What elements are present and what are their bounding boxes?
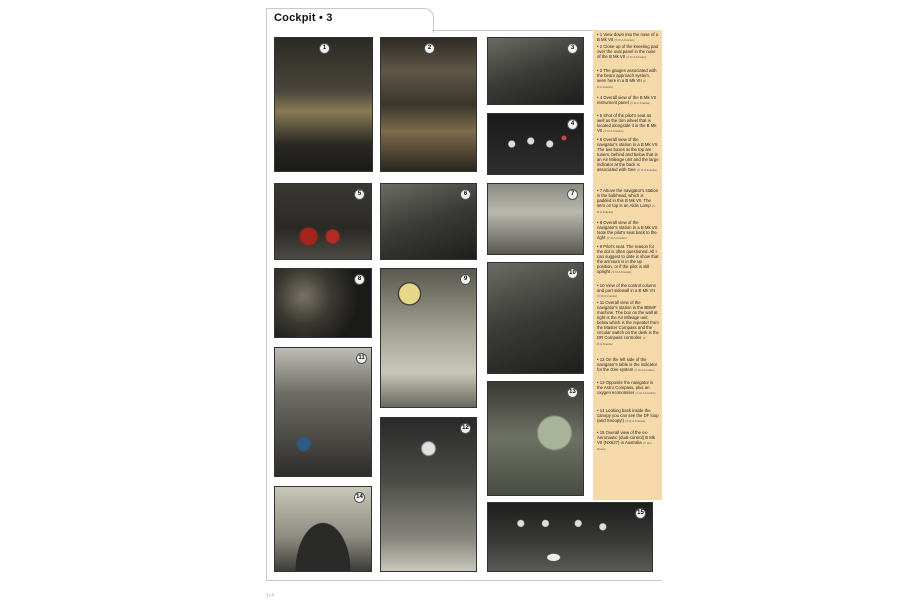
photo-7 xyxy=(487,183,584,255)
photo-15 xyxy=(487,502,653,572)
caption-credit: (© R.A.Franks) xyxy=(597,294,618,298)
caption-credit: (© R.A.Franks) xyxy=(597,336,646,346)
caption-7 xyxy=(597,188,659,215)
caption-4 xyxy=(597,95,659,106)
photo-14 xyxy=(274,486,372,572)
caption-credit: (© R.A.Franks) xyxy=(597,204,656,214)
caption-1 xyxy=(597,32,659,43)
photo-6 xyxy=(380,183,477,260)
photo-number-badge: 1 xyxy=(320,44,329,53)
caption-9 xyxy=(597,244,659,275)
caption-6 xyxy=(597,137,659,173)
photo-number-badge: 14 xyxy=(356,494,363,500)
caption-text: • 8 Overall view of the navigator's station in a B Mk VII. Note the pilot's seat back to the right xyxy=(597,220,659,240)
caption-credit: (© R.A.Franks) xyxy=(611,270,632,274)
photo-13 xyxy=(487,381,584,496)
caption-12 xyxy=(597,357,659,373)
caption-text: • 5 Shot of the pilot's seat as well as the trim wheel that is located alongside it in the B Mk VII xyxy=(597,113,657,133)
photo-12 xyxy=(380,417,477,572)
caption-text: • 14 Looking back inside the canopy you can see the DF loop (and Snoopy!) xyxy=(597,408,659,423)
caption-text: • 7 Above the navigator's station is the bulkhead, which is padded in this B Mk VII. The item on top is an Aldis Lamp xyxy=(597,188,659,208)
photo-number-badge: 10 xyxy=(569,270,576,276)
photo-number-badge: 6 xyxy=(461,190,470,199)
photo-11 xyxy=(274,347,372,477)
photo-5 xyxy=(274,183,372,260)
caption-text: • 9 Pilot's seat. The reason for the dot is often questioned. All I can suggest to date is show that the armours is in the up position, or if the pilot is still upright xyxy=(597,244,659,274)
caption-14 xyxy=(597,408,659,424)
caption-credit: (© R.A.Franks) xyxy=(606,236,627,240)
photo-9 xyxy=(380,268,477,408)
photo-number-badge: 8 xyxy=(355,275,364,284)
caption-text: • 15 Overall view of the ex-Aeronautic (dual-control) B Mk VII (NX627) in Australia xyxy=(597,430,656,445)
caption-credit: (© Jim Grant) xyxy=(597,441,652,451)
photo-3 xyxy=(487,37,584,105)
photo-number-badge: 7 xyxy=(568,190,577,199)
photo-number-badge: 4 xyxy=(568,120,577,129)
caption-credit: (© R.A.Franks) xyxy=(597,79,647,89)
photo-number-badge: 11 xyxy=(358,355,365,361)
caption-text: • 13 Opposite the navigator is the Astro Compass, plus an oxygen economiser xyxy=(597,380,654,395)
photo-1 xyxy=(274,37,373,172)
photo-8 xyxy=(274,268,372,338)
caption-credit: (© R.A.Franks) xyxy=(614,38,635,42)
photo-number-badge: 13 xyxy=(569,389,576,395)
caption-credit: (© R.A.Franks) xyxy=(629,101,651,105)
photo-number-badge: 12 xyxy=(462,425,469,431)
caption-credit: (© R.A.Franks) xyxy=(603,129,624,133)
caption-5 xyxy=(597,113,659,134)
frame-bottom-rule xyxy=(266,580,662,581)
photo-number-badge: 5 xyxy=(355,190,364,199)
caption-13 xyxy=(597,380,659,396)
photo-number-badge: 3 xyxy=(568,44,577,53)
caption-credit: (© R.A.Franks) xyxy=(635,391,656,395)
photo-4 xyxy=(487,113,584,175)
caption-text: • 4 Overall view of the B Mk VII instrument panel xyxy=(597,95,657,105)
caption-text: • 12 On the left side of the navigator's table is the indicator for the Gee system xyxy=(597,357,658,372)
caption-text: • 3 The gauges associated with the beam approach system, seen here in a B Mk VII xyxy=(597,68,657,83)
photo-2 xyxy=(380,37,477,172)
photo-number-badge: 9 xyxy=(461,275,470,284)
page-title: Cockpit • 3 xyxy=(274,12,333,24)
caption-11 xyxy=(597,300,659,347)
caption-credit: (© R.A.Franks) xyxy=(634,368,655,372)
photo-10 xyxy=(487,262,584,374)
caption-10 xyxy=(597,283,659,299)
caption-credit: (© R.A.Franks) xyxy=(625,419,646,423)
caption-text: • 2 Close-up of the kneeling pad over the oval panel in the nose of the B Mk VII xyxy=(597,44,658,59)
caption-text: • 1 View down into the nose of a B Mk VII xyxy=(597,32,659,42)
photo-number-badge: 15 xyxy=(637,510,644,516)
page-footer: 1 | 4 xyxy=(266,592,274,597)
frame-left-rule xyxy=(266,30,267,580)
caption-credit: (© R.A.Franks) xyxy=(626,55,647,59)
caption-8 xyxy=(597,220,659,241)
caption-text: • 11 Overall view of the navigator's station in the BBMF machine. The box on the wall at right is the Air Mileage unit, below which is the repeater from the Master Compass and the circular switch on the desk is the DR Compass controller xyxy=(597,300,659,340)
photo-number-badge: 2 xyxy=(425,44,434,53)
caption-15 xyxy=(597,430,659,452)
caption-text: • 6 Overall view of the navigator's station in a B Mk VII. The two boxes at the top are tuners, behind and below that is an Air Mileage unit and the large indicator at the back is associated with Gee xyxy=(597,137,659,172)
caption-2 xyxy=(597,44,659,60)
caption-text: • 10 View of the control column and port sidewall in a B Mk VII xyxy=(597,283,656,293)
caption-credit: (© R.A.Franks) xyxy=(636,168,657,172)
caption-3 xyxy=(597,68,659,90)
